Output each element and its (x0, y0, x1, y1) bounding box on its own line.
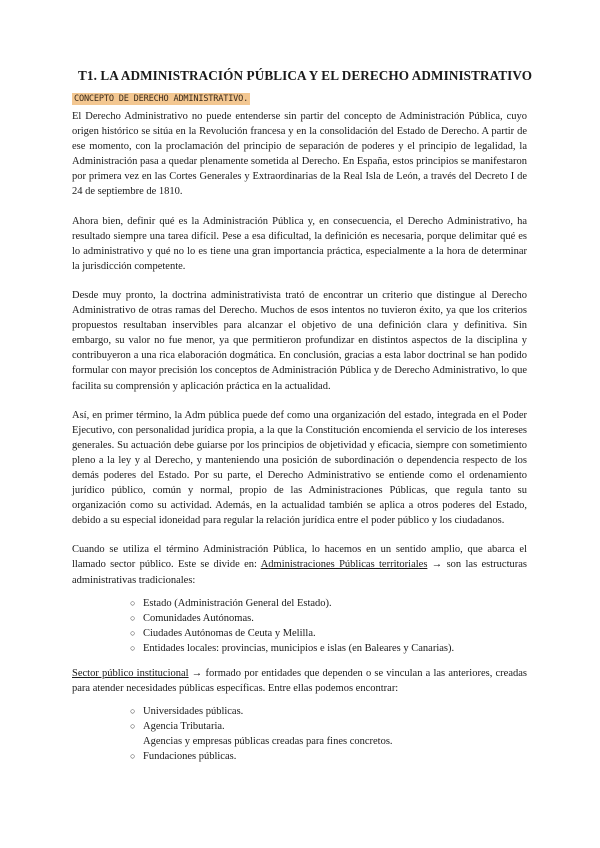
list-item-text: Agencias y empresas públicas creadas para fines concretos. (143, 736, 393, 748)
list-item (130, 641, 527, 656)
list-item (130, 719, 527, 734)
institutional-intro-tail: → formado por entidades que dependen o se vinculan a las anteriores, creadas para atender necesidades públicas específicas. Entre ellas podemos encontrar: (72, 668, 527, 695)
section-heading-highlighted: CONCEPTO DE DERECHO ADMINISTRATIVO. (74, 94, 249, 104)
list-item-text: Ciudades Autónomas de Ceuta y Melilla. (143, 627, 316, 639)
circle-bullet-icon: ○ (130, 597, 136, 608)
list-item (130, 704, 527, 719)
list-item-text: Fundaciones públicas. (143, 751, 237, 763)
paragraph-4: Así, en primer término, la Adm pública puede def como una organización del estado, integrada en el Poder Ejecutivo, con personalidad jurídica propia, a la que la Constitución encomienda el servicio de los intereses generales. Su actuación debe guiarse por los principios de objetividad y eficacia, siempre con sometimiento pleno a la ley y al Derecho, y manteniendo una posición de subordinación o dependencia respecto de los demás poderes del Estado. Por su parte, el Derecho Administrativo se entiende como el ordenamiento jurídico público, común y normal, propio de las Administraciones Públicas, que regula tanto su organización como su actividad. Además, en la actualidad también se aplica a otros poderes del Estado, debido a su especial idoneidad para regular la relación jurídica entre el poder público y los ciudadanos. (72, 409, 527, 527)
sector-intro-text: Cuando se utiliza el término Administración Pública, lo hacemos en un sentido amplio, que abarca el llamado sector público. Este se divide en: (72, 544, 527, 571)
paragraph-2: Ahora bien, definir qué es la Administración Pública y, en consecuencia, el Derecho Administrativo, ha resultado siempre una tarea difícil. Pese a esa dificultad, la definición es necesaria, porque delimitar qué es lo administrativo y qué no lo es tiene una gran importancia práctica, especialmente a la hora de determinar la jurisdicción competente. (72, 215, 527, 272)
list-item-text: Agencia Tributaria. (143, 721, 225, 733)
territorial-administrations-term: Administraciones Públicas territoriales (260, 559, 428, 571)
list-item (130, 734, 527, 749)
document-page (72, 68, 533, 775)
list-item-text: Comunidades Autónomas. (143, 612, 254, 624)
list-item (130, 596, 527, 611)
institutional-list (72, 704, 527, 764)
circle-bullet-icon: ○ (130, 706, 136, 717)
list-item-text: Estado (Administración General del Estado). (143, 597, 332, 609)
circle-bullet-icon: ○ (130, 627, 136, 638)
list-item (130, 749, 527, 764)
circle-bullet-icon: ○ (130, 642, 136, 653)
circle-bullet-icon: ○ (130, 751, 136, 762)
list-item-text: Universidades públicas. (143, 706, 244, 718)
sector-public-paragraph (72, 542, 527, 587)
subtitle-row (72, 88, 527, 109)
paragraph-3: Desde muy pronto, la doctrina administrativista trató de encontrar un criterio que distingue al Derecho Administrativo de otras ramas del Derecho. Muchos de esos intentos no tuvieron éxito, ya que los criterios propuestos resultaban inservibles para alcanzar el objetivo de una definición clara y definitiva. Sin embargo, su valor no fue menor, ya que permitieron profundizar en distintos aspectos de la disciplina y contribuyeron a una rica elaboración dogmática. En conclusión, gracias a esta labor doctrinal se han podido formular con mayor precisión los conceptos de Administración Pública y de Derecho Administrativo, lo que facilita su comprensión y aplicación práctica en la actualidad. (72, 289, 527, 392)
sector-intro-tail: → son las estructuras administrativas tradicionales: (72, 559, 527, 586)
paragraph-1: El Derecho Administrativo no puede entenderse sin partir del concepto de Administración Pública, cuyo origen histórico se sitúa en la Revolución francesa y en la consolidación del Estado de Derecho. A partir de ese momento, con la proclamación del principio de separación de poderes y el principio de legalidad, la Administración pasa a quedar plenamente sometida al Derecho. En España, estos principios se manifestaron por primera vez en las Cortes Generales y Extraordinarias de la Real Isla de León, a través del Decreto I de 24 de septiembre de 1810. (72, 111, 527, 198)
institutional-sector-term: Sector público institucional (72, 668, 189, 679)
list-item (130, 626, 527, 641)
circle-bullet-icon: ○ (130, 612, 136, 623)
circle-bullet-icon: ○ (130, 721, 136, 732)
document-title: T1. LA ADMINISTRACIÓN PÚBLICA Y EL DERECHO ADMINISTRATIVO (78, 68, 533, 83)
list-item (130, 611, 527, 626)
institutional-sector-paragraph (72, 666, 527, 696)
territorial-list (72, 596, 527, 656)
list-item-text: Entidades locales: provincias, municipios e islas (en Baleares y Canarias). (143, 642, 455, 654)
